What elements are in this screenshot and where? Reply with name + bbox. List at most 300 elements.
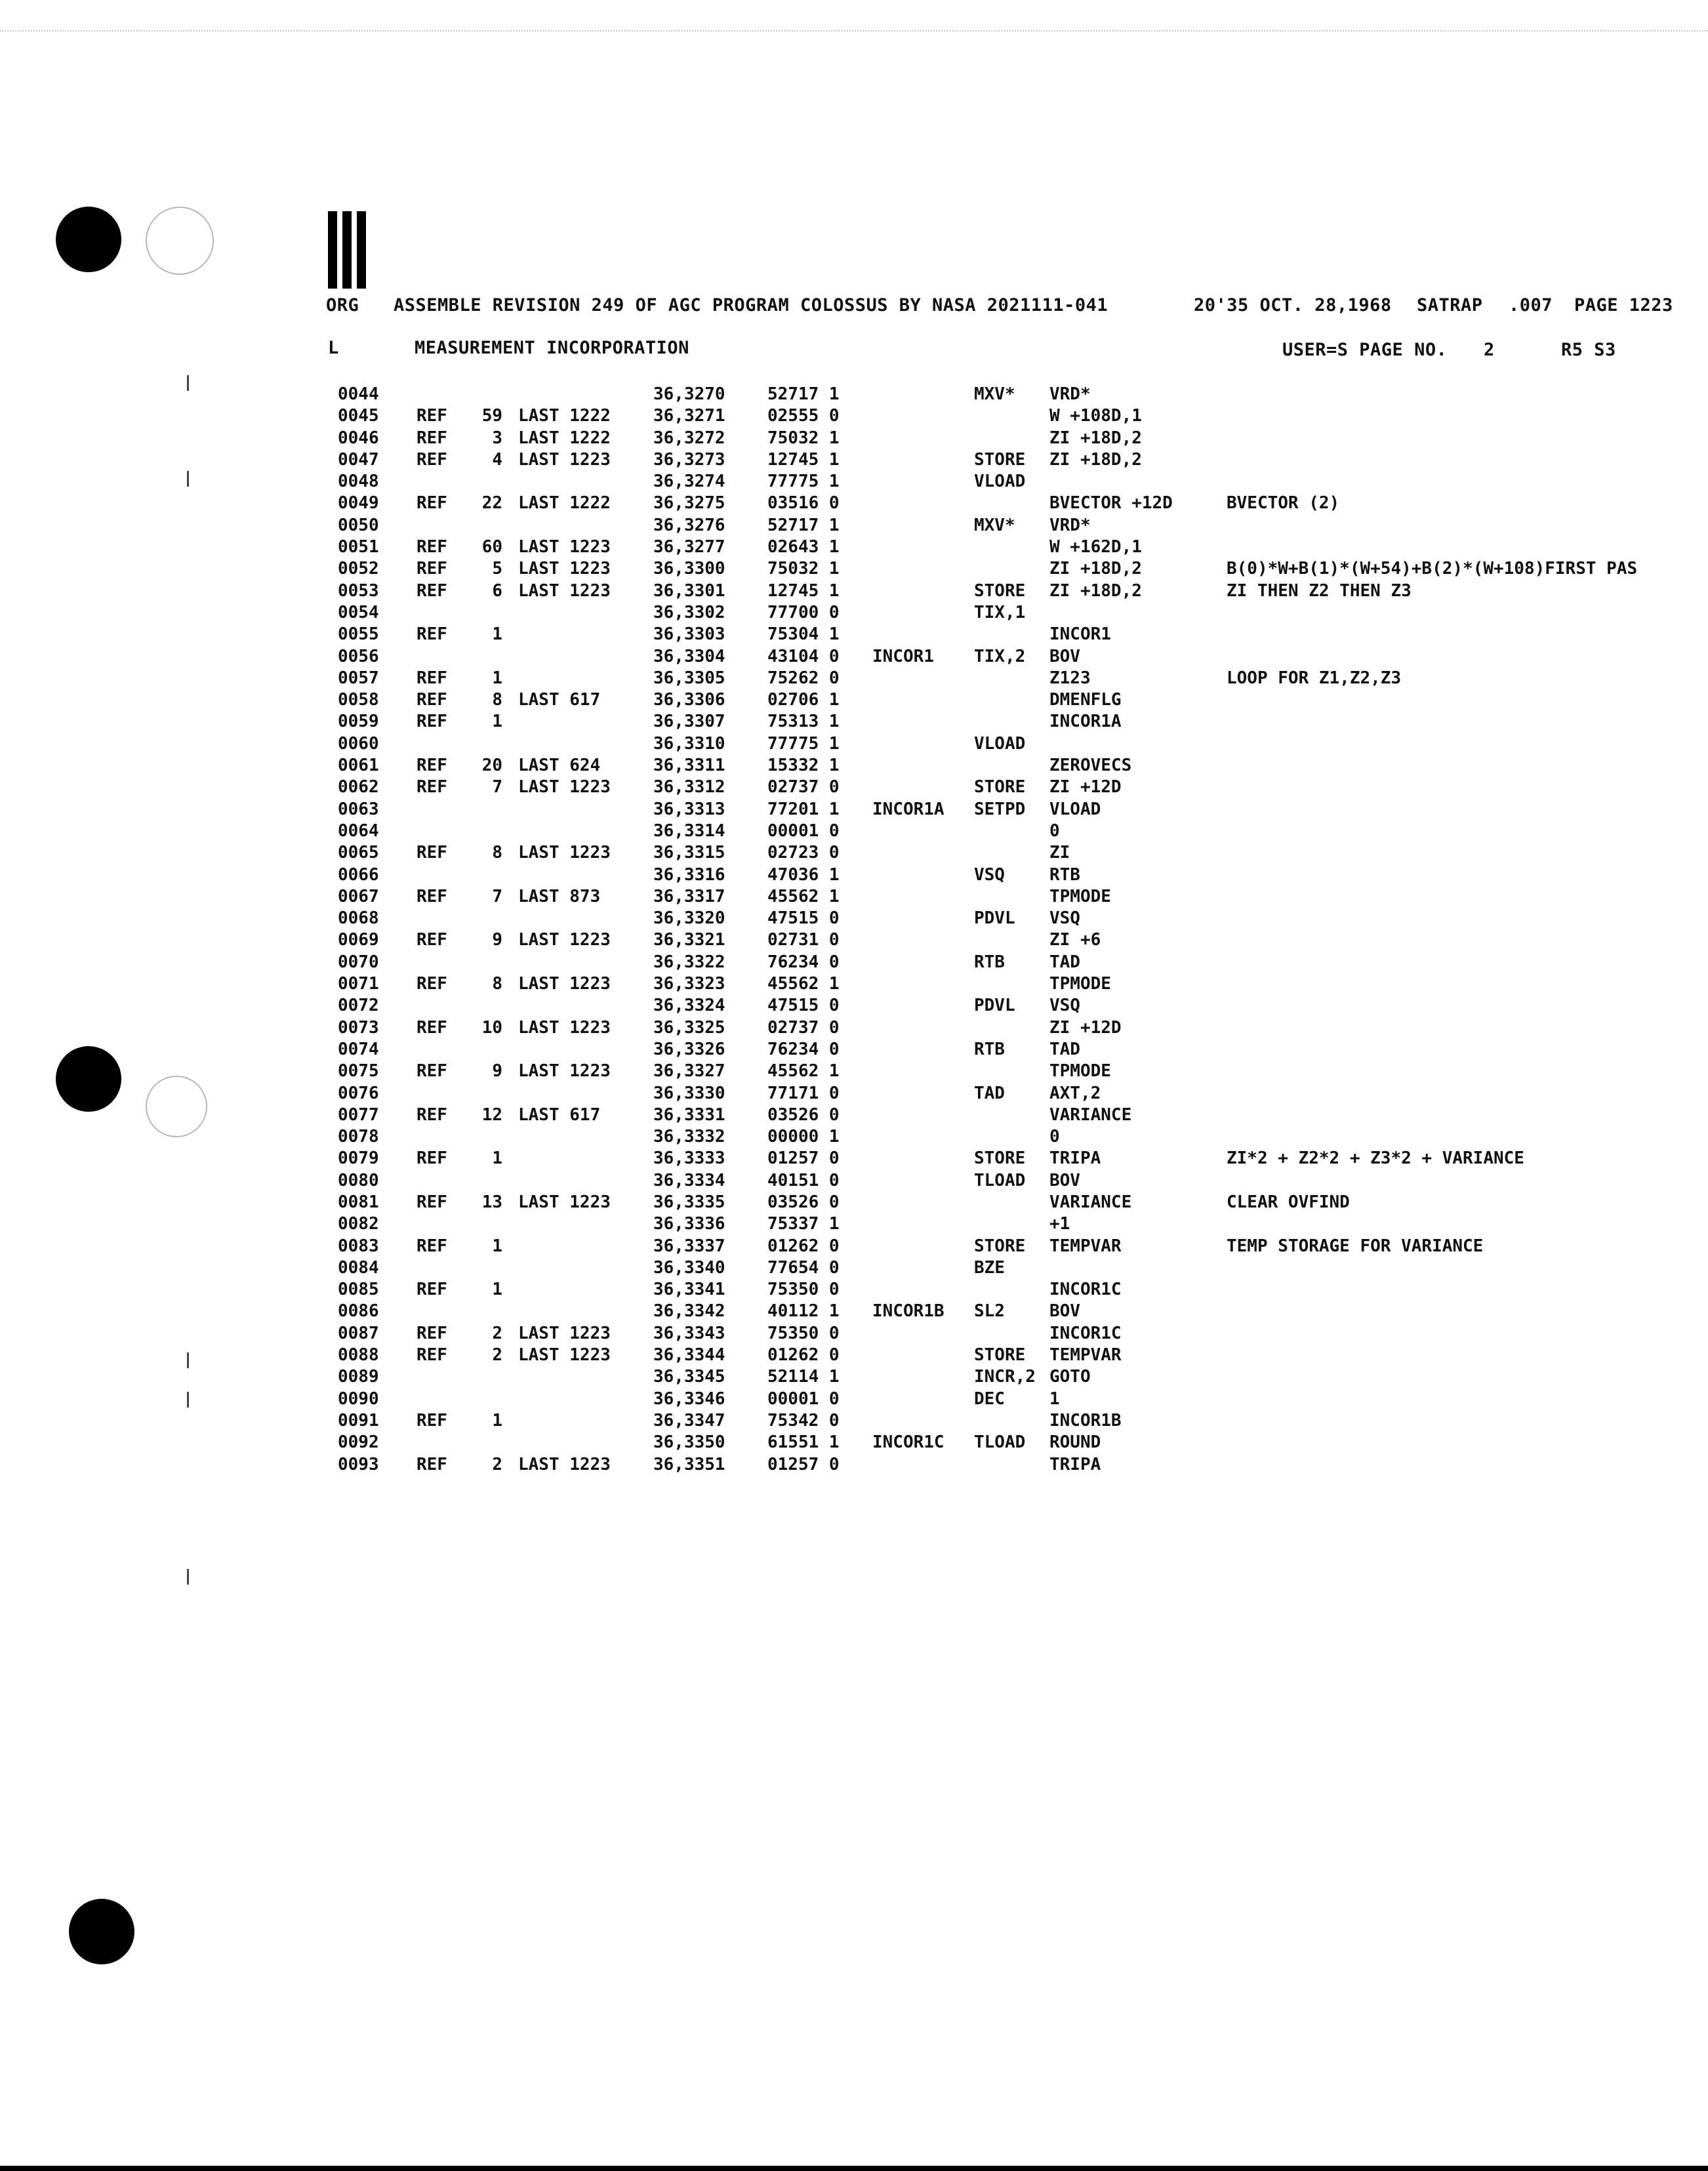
octal-word: 77700 0 — [767, 602, 840, 622]
operand: ROUND — [1049, 1432, 1101, 1453]
margin-tick — [187, 471, 189, 487]
operand: VSQ — [1049, 908, 1080, 929]
comment: B(0)*W+B(1)*(W+54)+B(2)*(W+108)FIRST PAS — [1227, 559, 1638, 579]
ref-count: 1 — [492, 1148, 502, 1169]
opcode: VLOAD — [974, 472, 1026, 492]
operand: BOV — [1049, 1170, 1080, 1190]
octal-word: 75350 0 — [767, 1280, 840, 1300]
memory-address: 36,3321 — [653, 930, 725, 950]
memory-address: 36,3303 — [653, 624, 725, 645]
line-number: 0054 — [338, 602, 379, 622]
octal-word: 12745 1 — [767, 449, 840, 470]
operand: INCOR1C — [1049, 1280, 1122, 1300]
comment: TEMP STORAGE FOR VARIANCE — [1227, 1236, 1484, 1256]
octal-word: 61551 1 — [767, 1432, 840, 1453]
memory-address: 36,3336 — [653, 1214, 725, 1234]
last-ref: LAST 1223 — [518, 1345, 611, 1366]
ref-marker: REF — [417, 777, 447, 798]
line-number: 0090 — [338, 1389, 379, 1409]
octal-word: 02737 0 — [767, 777, 840, 798]
margin-tick — [187, 1392, 189, 1408]
opcode: INCR,2 — [974, 1367, 1036, 1387]
octal-word: 01257 0 — [767, 1454, 840, 1474]
ref-count: 20 — [481, 756, 502, 776]
ref-count: 1 — [492, 1236, 502, 1256]
line-number: 0075 — [338, 1061, 379, 1082]
line-number: 0067 — [338, 886, 379, 906]
line-number: 0088 — [338, 1345, 379, 1366]
header-tag: ORG — [326, 295, 359, 315]
ref-count: 2 — [492, 1454, 502, 1474]
line-number: 0050 — [338, 515, 379, 535]
ref-count: 2 — [492, 1323, 502, 1343]
ref-marker: REF — [417, 580, 447, 601]
octal-word: 77171 0 — [767, 1083, 840, 1103]
line-number: 0086 — [338, 1301, 379, 1322]
memory-address: 36,3271 — [653, 406, 725, 426]
operand: VRD* — [1049, 515, 1091, 535]
last-ref: LAST 1223 — [518, 1323, 611, 1343]
line-number: 0065 — [338, 843, 379, 863]
memory-address: 36,3341 — [653, 1280, 725, 1300]
section-title: MEASUREMENT INCORPORATION — [415, 338, 689, 358]
memory-address: 36,3346 — [653, 1389, 725, 1409]
ref-count: 13 — [481, 1192, 502, 1212]
memory-address: 36,3315 — [653, 843, 725, 863]
opcode: STORE — [974, 1345, 1026, 1366]
line-number: 0052 — [338, 559, 379, 579]
operand: VRD* — [1049, 384, 1091, 404]
last-ref: LAST 873 — [518, 886, 601, 906]
octal-word: 02643 1 — [767, 537, 840, 558]
opcode: STORE — [974, 1148, 1026, 1169]
ref-marker: REF — [417, 1280, 447, 1300]
line-number: 0072 — [338, 996, 379, 1016]
last-ref: LAST 1223 — [518, 1017, 611, 1038]
memory-address: 36,3307 — [653, 712, 725, 732]
octal-word: 15332 1 — [767, 756, 840, 776]
operand: TAD — [1049, 1039, 1080, 1059]
octal-word: 00001 0 — [767, 821, 840, 841]
operand: VSQ — [1049, 996, 1080, 1016]
line-number: 0049 — [338, 493, 379, 514]
ref-count: 9 — [492, 930, 502, 950]
operand: ZI +18D,2 — [1049, 580, 1142, 601]
memory-address: 36,3304 — [653, 646, 725, 666]
operand: DMENFLG — [1049, 690, 1122, 710]
memory-address: 36,3301 — [653, 580, 725, 601]
ref-marker: REF — [417, 493, 447, 514]
memory-address: 36,3344 — [653, 1345, 725, 1366]
memory-address: 36,3326 — [653, 1039, 725, 1059]
operand: BOV — [1049, 646, 1080, 666]
header-program: SATRAP — [1417, 295, 1483, 315]
octal-word: 43104 0 — [767, 646, 840, 666]
memory-address: 36,3335 — [653, 1192, 725, 1212]
memory-address: 36,3325 — [653, 1017, 725, 1038]
user-page-label: USER=S PAGE NO. — [1282, 340, 1448, 360]
memory-address: 36,3345 — [653, 1367, 725, 1387]
memory-address: 36,3340 — [653, 1257, 725, 1278]
operand: RTB — [1049, 864, 1080, 885]
line-number: 0083 — [338, 1236, 379, 1256]
memory-address: 36,3276 — [653, 515, 725, 535]
octal-word: 02731 0 — [767, 930, 840, 950]
octal-word: 75032 1 — [767, 428, 840, 448]
operand: ZI +12D — [1049, 777, 1122, 798]
octal-word: 76234 0 — [767, 1039, 840, 1059]
line-number: 0076 — [338, 1083, 379, 1103]
memory-address: 36,3273 — [653, 449, 725, 470]
octal-word: 75337 1 — [767, 1214, 840, 1234]
page-bottom-edge — [0, 2166, 1708, 2171]
line-number: 0056 — [338, 646, 379, 666]
operand: ZI +18D,2 — [1049, 449, 1142, 470]
last-ref: LAST 1222 — [518, 406, 611, 426]
ref-count: 1 — [492, 624, 502, 645]
ref-count: 1 — [492, 668, 502, 688]
memory-address: 36,3277 — [653, 537, 725, 558]
operand: TPMODE — [1049, 974, 1111, 994]
octal-word: 52717 1 — [767, 384, 840, 404]
user-page-number: 2 — [1484, 340, 1495, 360]
octal-word: 47515 0 — [767, 908, 840, 929]
octal-word: 40112 1 — [767, 1301, 840, 1322]
line-number: 0047 — [338, 449, 379, 470]
line-number: 0060 — [338, 733, 379, 754]
line-number: 0061 — [338, 756, 379, 776]
comment: CLEAR OVFIND — [1227, 1192, 1350, 1212]
opcode: RTB — [974, 952, 1005, 972]
line-number: 0087 — [338, 1323, 379, 1343]
octal-word: 02555 0 — [767, 406, 840, 426]
last-ref: LAST 1223 — [518, 930, 611, 950]
octal-word: 01262 0 — [767, 1236, 840, 1256]
octal-word: 45562 1 — [767, 974, 840, 994]
ref-count: 1 — [492, 1280, 502, 1300]
memory-address: 36,3351 — [653, 1454, 725, 1474]
opcode: TLOAD — [974, 1170, 1026, 1190]
memory-address: 36,3272 — [653, 428, 725, 448]
operand: TRIPA — [1049, 1148, 1101, 1169]
octal-word: 00001 0 — [767, 1389, 840, 1409]
line-number: 0048 — [338, 472, 379, 492]
ref-marker: REF — [417, 756, 447, 776]
line-number: 0074 — [338, 1039, 379, 1059]
last-ref: LAST 1223 — [518, 843, 611, 863]
ref-marker: REF — [417, 1345, 447, 1366]
line-number: 0068 — [338, 908, 379, 929]
opcode: VSQ — [974, 864, 1005, 885]
octal-word: 75304 1 — [767, 624, 840, 645]
last-ref: LAST 1223 — [518, 1061, 611, 1082]
statement-label: INCOR1C — [872, 1432, 945, 1453]
ref-count: 7 — [492, 886, 502, 906]
operand: BVECTOR +12D — [1049, 493, 1173, 514]
opcode: TAD — [974, 1083, 1005, 1103]
last-ref: LAST 1223 — [518, 449, 611, 470]
memory-address: 36,3323 — [653, 974, 725, 994]
octal-word: 47036 1 — [767, 864, 840, 885]
octal-word: 75262 0 — [767, 668, 840, 688]
memory-address: 36,3350 — [653, 1432, 725, 1453]
line-number: 0057 — [338, 668, 379, 688]
last-ref: LAST 1223 — [518, 1192, 611, 1212]
last-ref: LAST 1222 — [518, 493, 611, 514]
ref-marker: REF — [417, 559, 447, 579]
last-ref: LAST 1223 — [518, 777, 611, 798]
memory-address: 36,3300 — [653, 559, 725, 579]
line-number: 0046 — [338, 428, 379, 448]
binder-hole-ring-top — [146, 207, 214, 275]
memory-address: 36,3347 — [653, 1410, 725, 1430]
line-number: 0045 — [338, 406, 379, 426]
operand: 0 — [1049, 821, 1060, 841]
line-number: 0081 — [338, 1192, 379, 1212]
octal-word: 52717 1 — [767, 515, 840, 535]
memory-address: 36,3337 — [653, 1236, 725, 1256]
line-number: 0089 — [338, 1367, 379, 1387]
octal-word: 47515 0 — [767, 996, 840, 1016]
line-number: 0078 — [338, 1127, 379, 1147]
octal-word: 01262 0 — [767, 1345, 840, 1366]
octal-word: 75342 0 — [767, 1410, 840, 1430]
last-ref: LAST 1222 — [518, 428, 611, 448]
header-version: .007 — [1509, 295, 1553, 315]
memory-address: 36,3310 — [653, 733, 725, 754]
memory-address: 36,3275 — [653, 493, 725, 514]
ref-marker: REF — [417, 690, 447, 710]
ref-marker: REF — [417, 1454, 447, 1474]
opcode: SL2 — [974, 1301, 1005, 1322]
binder-hole-bottom — [69, 1899, 134, 1964]
ref-count: 8 — [492, 974, 502, 994]
page-top-edge — [0, 30, 1708, 31]
memory-address: 36,3312 — [653, 777, 725, 798]
ref-marker: REF — [417, 712, 447, 732]
line-number: 0082 — [338, 1214, 379, 1234]
ref-marker: REF — [417, 930, 447, 950]
line-number: 0044 — [338, 384, 379, 404]
ref-marker: REF — [417, 1236, 447, 1256]
operand: TPMODE — [1049, 1061, 1111, 1082]
memory-address: 36,3302 — [653, 602, 725, 622]
ref-marker: REF — [417, 1410, 447, 1430]
operand: TEMPVAR — [1049, 1236, 1122, 1256]
binder-hole-top — [56, 207, 121, 272]
ref-marker: REF — [417, 843, 447, 863]
memory-address: 36,3324 — [653, 996, 725, 1016]
memory-address: 36,3317 — [653, 886, 725, 906]
header-title: ASSEMBLE REVISION 249 OF AGC PROGRAM COLOSSUS BY NASA 2021111-041 — [394, 295, 1108, 315]
octal-word: 45562 1 — [767, 1061, 840, 1082]
memory-address: 36,3313 — [653, 799, 725, 819]
ref-marker: REF — [417, 428, 447, 448]
operand: Z123 — [1049, 668, 1091, 688]
line-number: 0051 — [338, 537, 379, 558]
line-number: 0064 — [338, 821, 379, 841]
operand: 0 — [1049, 1127, 1060, 1147]
ref-marker: REF — [417, 449, 447, 470]
ref-count: 4 — [492, 449, 502, 470]
octal-word: 02723 0 — [767, 843, 840, 863]
opcode: PDVL — [974, 908, 1015, 929]
last-ref: LAST 1223 — [518, 559, 611, 579]
ref-marker: REF — [417, 1017, 447, 1038]
memory-address: 36,3342 — [653, 1301, 725, 1322]
opcode: PDVL — [974, 996, 1015, 1016]
octal-word: 02737 0 — [767, 1017, 840, 1038]
line-number: 0093 — [338, 1454, 379, 1474]
last-ref: LAST 1223 — [518, 580, 611, 601]
line-number: 0066 — [338, 864, 379, 885]
operand: VLOAD — [1049, 799, 1101, 819]
ref-marker: REF — [417, 1323, 447, 1343]
operand: INCOR1B — [1049, 1410, 1122, 1430]
ref-marker: REF — [417, 886, 447, 906]
ref-count: 8 — [492, 843, 502, 863]
operand: +1 — [1049, 1214, 1070, 1234]
opcode: STORE — [974, 777, 1026, 798]
octal-word: 12745 1 — [767, 580, 840, 601]
operand: W +162D,1 — [1049, 537, 1142, 558]
ref-count: 10 — [481, 1017, 502, 1038]
type-code: L — [328, 338, 339, 358]
operand: TEMPVAR — [1049, 1345, 1122, 1366]
operand: ZI +12D — [1049, 1017, 1122, 1038]
ref-marker: REF — [417, 406, 447, 426]
operand: ZI — [1049, 843, 1070, 863]
memory-address: 36,3334 — [653, 1170, 725, 1190]
operand: AXT,2 — [1049, 1083, 1101, 1103]
opcode: TLOAD — [974, 1432, 1026, 1453]
statement-label: INCOR1B — [872, 1301, 945, 1322]
last-ref: LAST 617 — [518, 1105, 601, 1125]
ref-marker: REF — [417, 1148, 447, 1169]
operand: W +108D,1 — [1049, 406, 1142, 426]
operand: ZI +18D,2 — [1049, 428, 1142, 448]
ref-count: 9 — [492, 1061, 502, 1082]
ref-marker: REF — [417, 974, 447, 994]
ref-marker: REF — [417, 1192, 447, 1212]
comment: ZI*2 + Z2*2 + Z3*2 + VARIANCE — [1227, 1148, 1524, 1169]
opcode: MXV* — [974, 515, 1015, 535]
opcode: STORE — [974, 580, 1026, 601]
ref-count: 7 — [492, 777, 502, 798]
line-number: 0084 — [338, 1257, 379, 1278]
memory-address: 36,3274 — [653, 472, 725, 492]
memory-address: 36,3270 — [653, 384, 725, 404]
memory-address: 36,3311 — [653, 756, 725, 776]
statement-label: INCOR1 — [872, 646, 934, 666]
line-number: 0092 — [338, 1432, 379, 1453]
octal-word: 52114 1 — [767, 1367, 840, 1387]
operand: VARIANCE — [1049, 1192, 1132, 1212]
octal-word: 75032 1 — [767, 559, 840, 579]
line-number: 0079 — [338, 1148, 379, 1169]
octal-word: 77654 0 — [767, 1257, 840, 1278]
last-ref: LAST 1223 — [518, 974, 611, 994]
octal-word: 77775 1 — [767, 733, 840, 754]
memory-address: 36,3332 — [653, 1127, 725, 1147]
operand: INCOR1A — [1049, 712, 1122, 732]
opcode: STORE — [974, 449, 1026, 470]
statement-label: INCOR1A — [872, 799, 945, 819]
ref-marker: REF — [417, 1105, 447, 1125]
memory-address: 36,3333 — [653, 1148, 725, 1169]
opcode: VLOAD — [974, 733, 1026, 754]
octal-word: 45562 1 — [767, 886, 840, 906]
line-number: 0071 — [338, 974, 379, 994]
ref-marker: REF — [417, 624, 447, 645]
octal-word: 03516 0 — [767, 493, 840, 514]
last-ref: LAST 1223 — [518, 1454, 611, 1474]
header-page: PAGE 1223 — [1574, 295, 1673, 315]
memory-address: 36,3343 — [653, 1323, 725, 1343]
octal-word: 77775 1 — [767, 472, 840, 492]
ref-marker: REF — [417, 668, 447, 688]
comment: BVECTOR (2) — [1227, 493, 1340, 514]
last-ref: LAST 624 — [518, 756, 601, 776]
opcode: SETPD — [974, 799, 1026, 819]
octal-word: 77201 1 — [767, 799, 840, 819]
octal-word: 40151 0 — [767, 1170, 840, 1190]
operand: ZI +18D,2 — [1049, 559, 1142, 579]
line-number: 0070 — [338, 952, 379, 972]
opcode: MXV* — [974, 384, 1015, 404]
opcode: TIX,1 — [974, 602, 1026, 622]
operand: INCOR1 — [1049, 624, 1111, 645]
opcode: STORE — [974, 1236, 1026, 1256]
operand: TRIPA — [1049, 1454, 1101, 1474]
octal-word: 00000 1 — [767, 1127, 840, 1147]
operand: BOV — [1049, 1301, 1080, 1322]
ref-count: 8 — [492, 690, 502, 710]
octal-word: 76234 0 — [767, 952, 840, 972]
operand: 1 — [1049, 1389, 1060, 1409]
line-number: 0077 — [338, 1105, 379, 1125]
memory-address: 36,3316 — [653, 864, 725, 885]
margin-tick — [187, 1352, 189, 1368]
operand: TAD — [1049, 952, 1080, 972]
opcode: BZE — [974, 1257, 1005, 1278]
margin-tick — [187, 375, 189, 391]
octal-word: 03526 0 — [767, 1192, 840, 1212]
ref-marker: REF — [417, 537, 447, 558]
opcode: TIX,2 — [974, 646, 1026, 666]
header-datetime: 20'35 OCT. 28,1968 — [1194, 295, 1392, 315]
line-number: 0053 — [338, 580, 379, 601]
line-number: 0058 — [338, 690, 379, 710]
ref-marker: REF — [417, 1061, 447, 1082]
memory-address: 36,3327 — [653, 1061, 725, 1082]
header-code: R5 S3 — [1561, 340, 1616, 360]
octal-word: 75313 1 — [767, 712, 840, 732]
line-number: 0080 — [338, 1170, 379, 1190]
operand: INCOR1C — [1049, 1323, 1122, 1343]
memory-address: 36,3305 — [653, 668, 725, 688]
ref-count: 6 — [492, 580, 502, 601]
line-number: 0063 — [338, 799, 379, 819]
ref-count: 60 — [481, 537, 502, 558]
line-number: 0073 — [338, 1017, 379, 1038]
memory-address: 36,3322 — [653, 952, 725, 972]
line-number: 0085 — [338, 1280, 379, 1300]
line-number: 0059 — [338, 712, 379, 732]
comment: ZI THEN Z2 THEN Z3 — [1227, 580, 1412, 601]
comment: LOOP FOR Z1,Z2,Z3 — [1227, 668, 1402, 688]
ref-count: 3 — [492, 428, 502, 448]
